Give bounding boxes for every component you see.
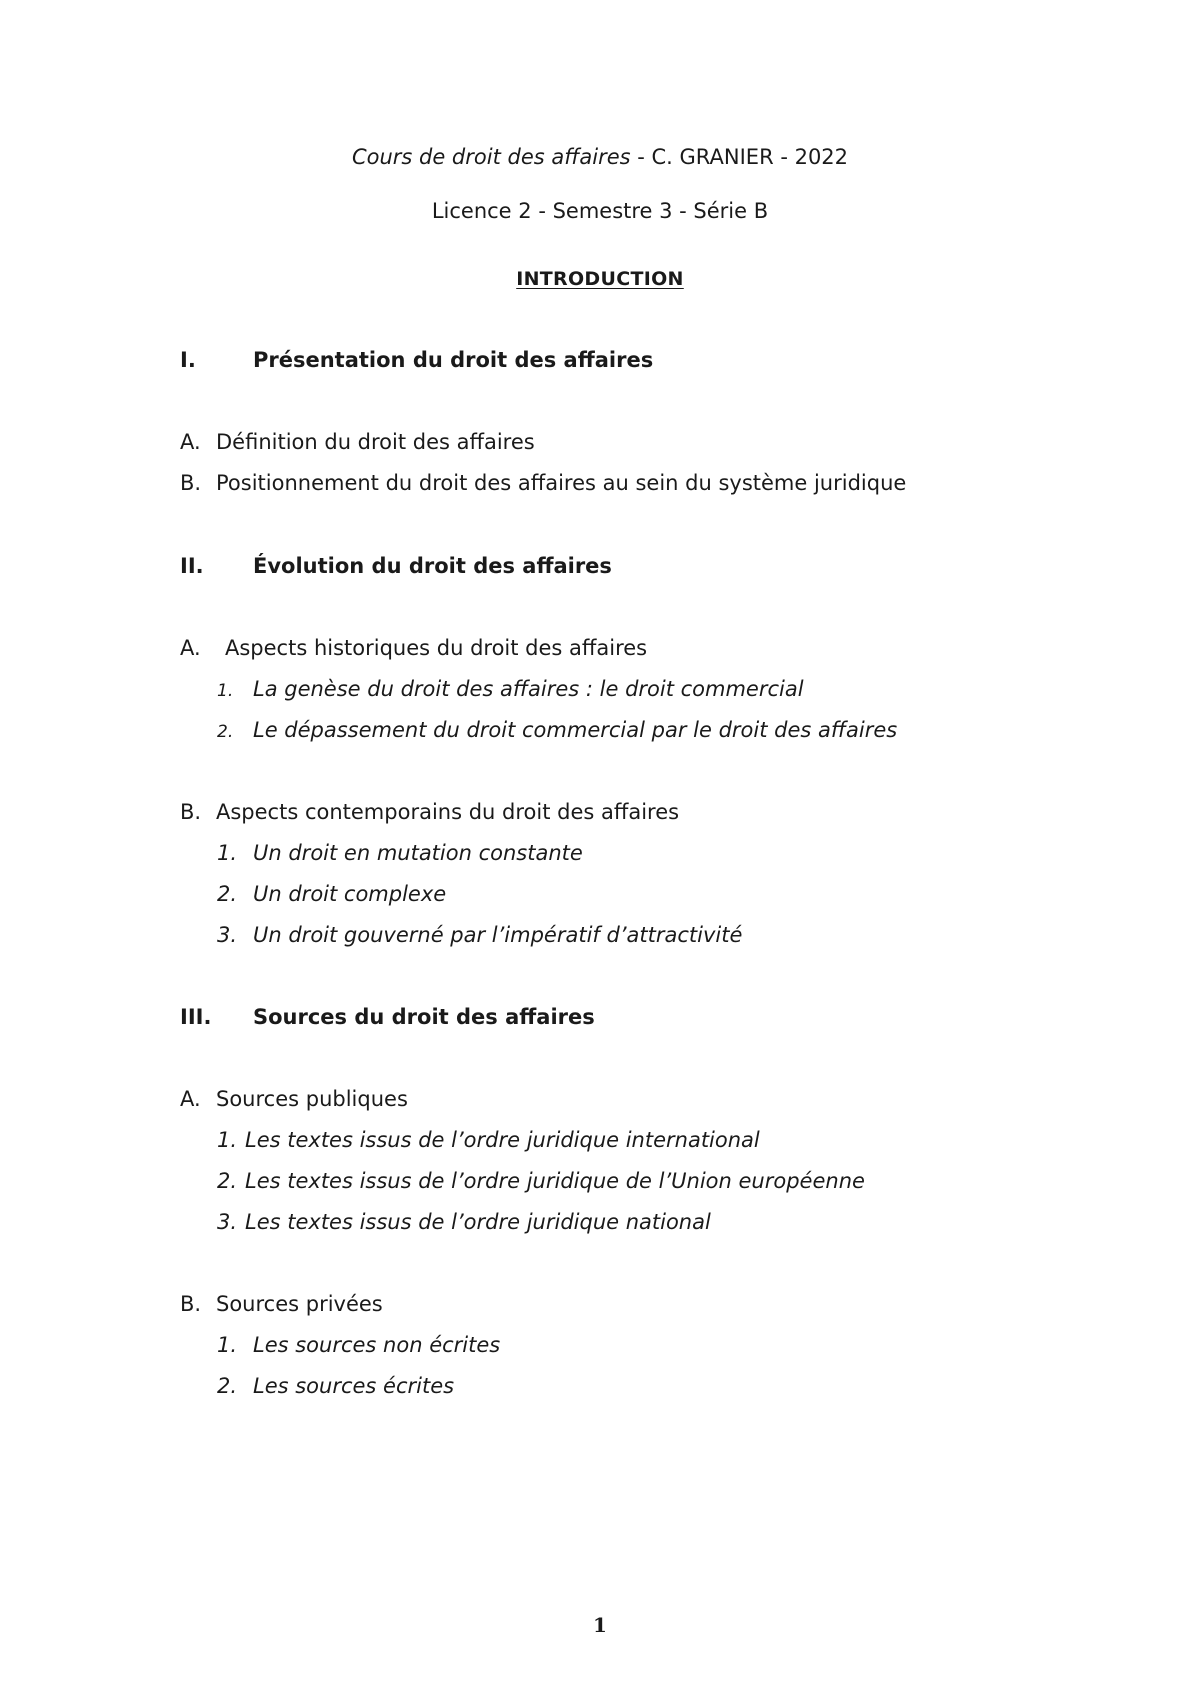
subsection-heading <box>180 1290 383 1318</box>
section-heading <box>180 346 880 374</box>
program-line: Licence 2 - Semestre 3 - Série B <box>431 199 769 223</box>
subsection-label: A. <box>180 1087 201 1111</box>
subsection-title: Aspects historiques du droit des affaires <box>225 636 648 660</box>
section-heading <box>180 552 880 580</box>
item-text: Les sources non écrites <box>253 1333 501 1357</box>
item-text: Les textes issus de l’ordre juridique national <box>245 1210 711 1234</box>
item-text: Les textes issus de l’ordre juridique international <box>245 1128 760 1152</box>
item-text: Le dépassement du droit commercial par le droit des affaires <box>253 718 898 742</box>
list-item <box>217 1167 865 1195</box>
item-number: 1. <box>217 841 238 865</box>
course-header <box>0 143 1200 171</box>
item-number: 2. <box>217 722 234 742</box>
item-number: 2. <box>217 1374 238 1398</box>
item-number: 2. <box>217 882 238 906</box>
subsection-heading <box>180 634 647 662</box>
section-title: Évolution du droit des affaires <box>253 554 612 578</box>
item-number: 1. <box>217 681 234 701</box>
section-numeral: III. <box>180 1005 212 1029</box>
item-text: Les sources écrites <box>253 1374 455 1398</box>
section-numeral: I. <box>180 348 196 372</box>
item-number: 3. <box>217 1210 238 1234</box>
introduction-heading: INTRODUCTION <box>516 268 684 290</box>
list-item <box>217 716 897 746</box>
subsection-label: A. <box>180 430 201 454</box>
subsection-heading <box>180 469 906 497</box>
subsection-heading <box>180 428 535 456</box>
item-number: 3. <box>217 923 238 947</box>
section-numeral: II. <box>180 554 204 578</box>
item-number: 1. <box>217 1333 238 1357</box>
item-number: 1. <box>217 1128 238 1152</box>
list-item <box>217 1208 711 1236</box>
author-year: - C. GRANIER - 2022 <box>630 145 849 169</box>
list-item <box>217 880 446 908</box>
section-heading <box>180 1003 880 1031</box>
item-text: La genèse du droit des affaires : le droit commercial <box>253 677 804 701</box>
list-item <box>217 1331 500 1359</box>
list-item <box>217 1372 454 1400</box>
list-item <box>217 921 742 949</box>
subsection-label: A. <box>180 636 201 660</box>
list-item <box>217 839 583 867</box>
section-title: Sources du droit des affaires <box>253 1005 595 1029</box>
item-text: Un droit en mutation constante <box>253 841 583 865</box>
subsection-title: Aspects contemporains du droit des affaires <box>216 800 680 824</box>
subsection-title: Sources privées <box>216 1292 383 1316</box>
subsection-label: B. <box>180 1292 202 1316</box>
subsection-heading <box>180 798 679 826</box>
item-number: 2. <box>217 1169 238 1193</box>
course-title: Cours de droit des affaires <box>351 145 631 169</box>
item-text: Les textes issus de l’ordre juridique de l’Union européenne <box>245 1169 865 1193</box>
section-title: Présentation du droit des affaires <box>253 348 654 372</box>
subsection-label: B. <box>180 471 202 495</box>
list-item <box>217 675 804 705</box>
item-text: Un droit complexe <box>253 882 447 906</box>
subsection-title: Définition du droit des affaires <box>216 430 535 454</box>
subsection-title: Positionnement du droit des affaires au sein du système juridique <box>216 471 907 495</box>
subsection-heading <box>180 1085 408 1113</box>
item-text: Un droit gouverné par l’impératif d’attractivité <box>253 923 743 947</box>
list-item <box>217 1126 760 1154</box>
subsection-label: B. <box>180 800 202 824</box>
page-number: 1 <box>593 1613 607 1637</box>
subsection-title: Sources publiques <box>216 1087 408 1111</box>
